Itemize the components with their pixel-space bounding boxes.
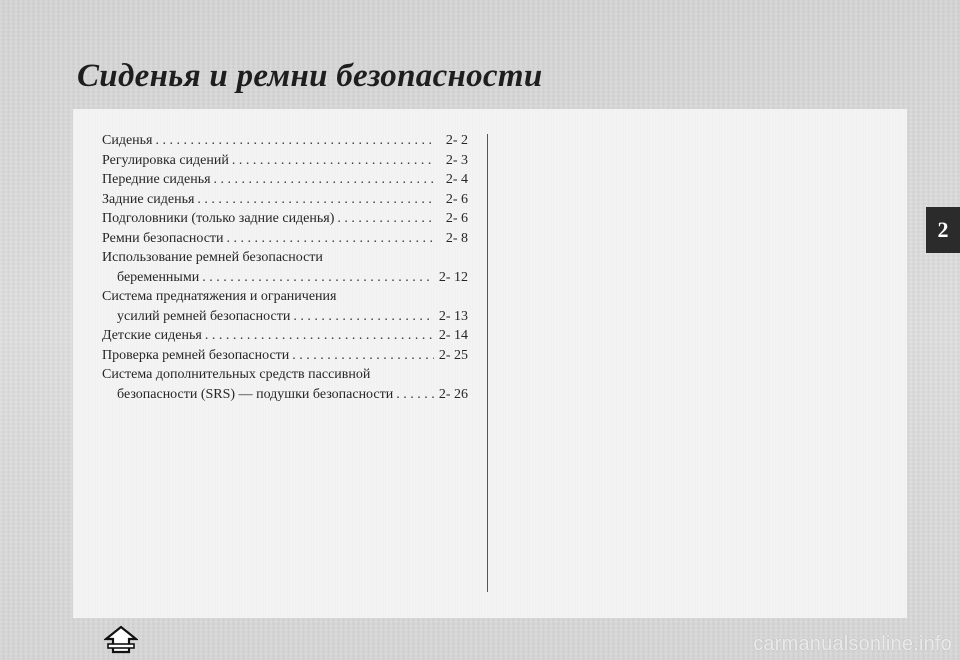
toc-item-page: 2- 14 [438,328,468,343]
toc-item-page: 2- 4 [445,172,468,187]
dot-leader [232,151,434,171]
toc-item-page: 2- 2 [445,133,468,148]
toc-item-rear-seats[interactable] [102,190,468,210]
watermark: carmanualsonline.info [753,633,952,655]
toc-item-title: Передние сиденья [102,172,211,187]
toc-item-seat-belts[interactable] [102,229,468,249]
toc-item-page: 2- 13 [438,308,468,324]
column-divider [487,134,488,592]
toc-item-page: 2- 25 [438,347,468,363]
page-title: Сиденья и ремни безопасности [77,58,543,94]
chapter-tab[interactable]: 2 [926,207,960,253]
toc-item-title: Сиденья [102,133,153,148]
toc-item-belt-inspection[interactable] [102,346,468,366]
toc-item-title-continued: безопасности (SRS) — подушки безопасности [117,386,394,402]
toc-item-page: 2- 26 [438,386,468,402]
toc-item-title: Детские сиденья [102,328,202,343]
toc-item-title: Использование ремней безопасности [102,250,323,265]
table-of-contents [102,131,468,404]
toc-item-page: 2- 3 [445,152,468,168]
toc-item-pretensioner[interactable] [102,287,468,326]
dot-leader [293,307,434,327]
toc-item-page: 2- 8 [445,230,468,246]
toc-item-title-continued: беременными [117,269,200,285]
toc-item-title: Ремни безопасности [102,230,224,246]
toc-item-seats[interactable] [102,131,468,151]
toc-item-title: Задние сиденья [102,191,195,207]
toc-item-title: Подголовники (только задние сиденья) [102,211,335,226]
toc-item-title: Система дополнительных средств пассивной [102,367,371,382]
dot-leader [205,326,434,346]
dot-leader [214,170,434,190]
dot-leader [197,190,434,210]
toc-item-title: Проверка ремней безопасности [102,347,290,363]
dot-leader [292,346,434,366]
toc-item-head-restraints[interactable] [102,209,468,229]
toc-item-seat-adjustment[interactable] [102,151,468,171]
dot-leader [202,268,434,288]
toc-item-belts-pregnant[interactable] [102,248,468,287]
toc-item-title-continued: усилий ремней безопасности [117,308,291,324]
toc-item-page: 2- 6 [445,191,468,207]
dot-leader [155,131,434,151]
toc-item-page: 2- 6 [445,211,468,226]
dot-leader [227,229,434,249]
toc-item-page: 2- 12 [438,269,468,285]
home-icon-graphic [104,625,138,655]
toc-item-child-seats[interactable] [102,326,468,346]
dot-leader [396,385,434,405]
toc-item-title: Регулировка сидений [102,152,229,168]
toc-item-srs-airbags[interactable] [102,365,468,404]
dot-leader [337,209,434,229]
toc-item-front-seats[interactable] [102,170,468,190]
toc-item-title: Система преднатяжения и ограничения [102,289,337,304]
home-icon[interactable] [104,625,138,655]
